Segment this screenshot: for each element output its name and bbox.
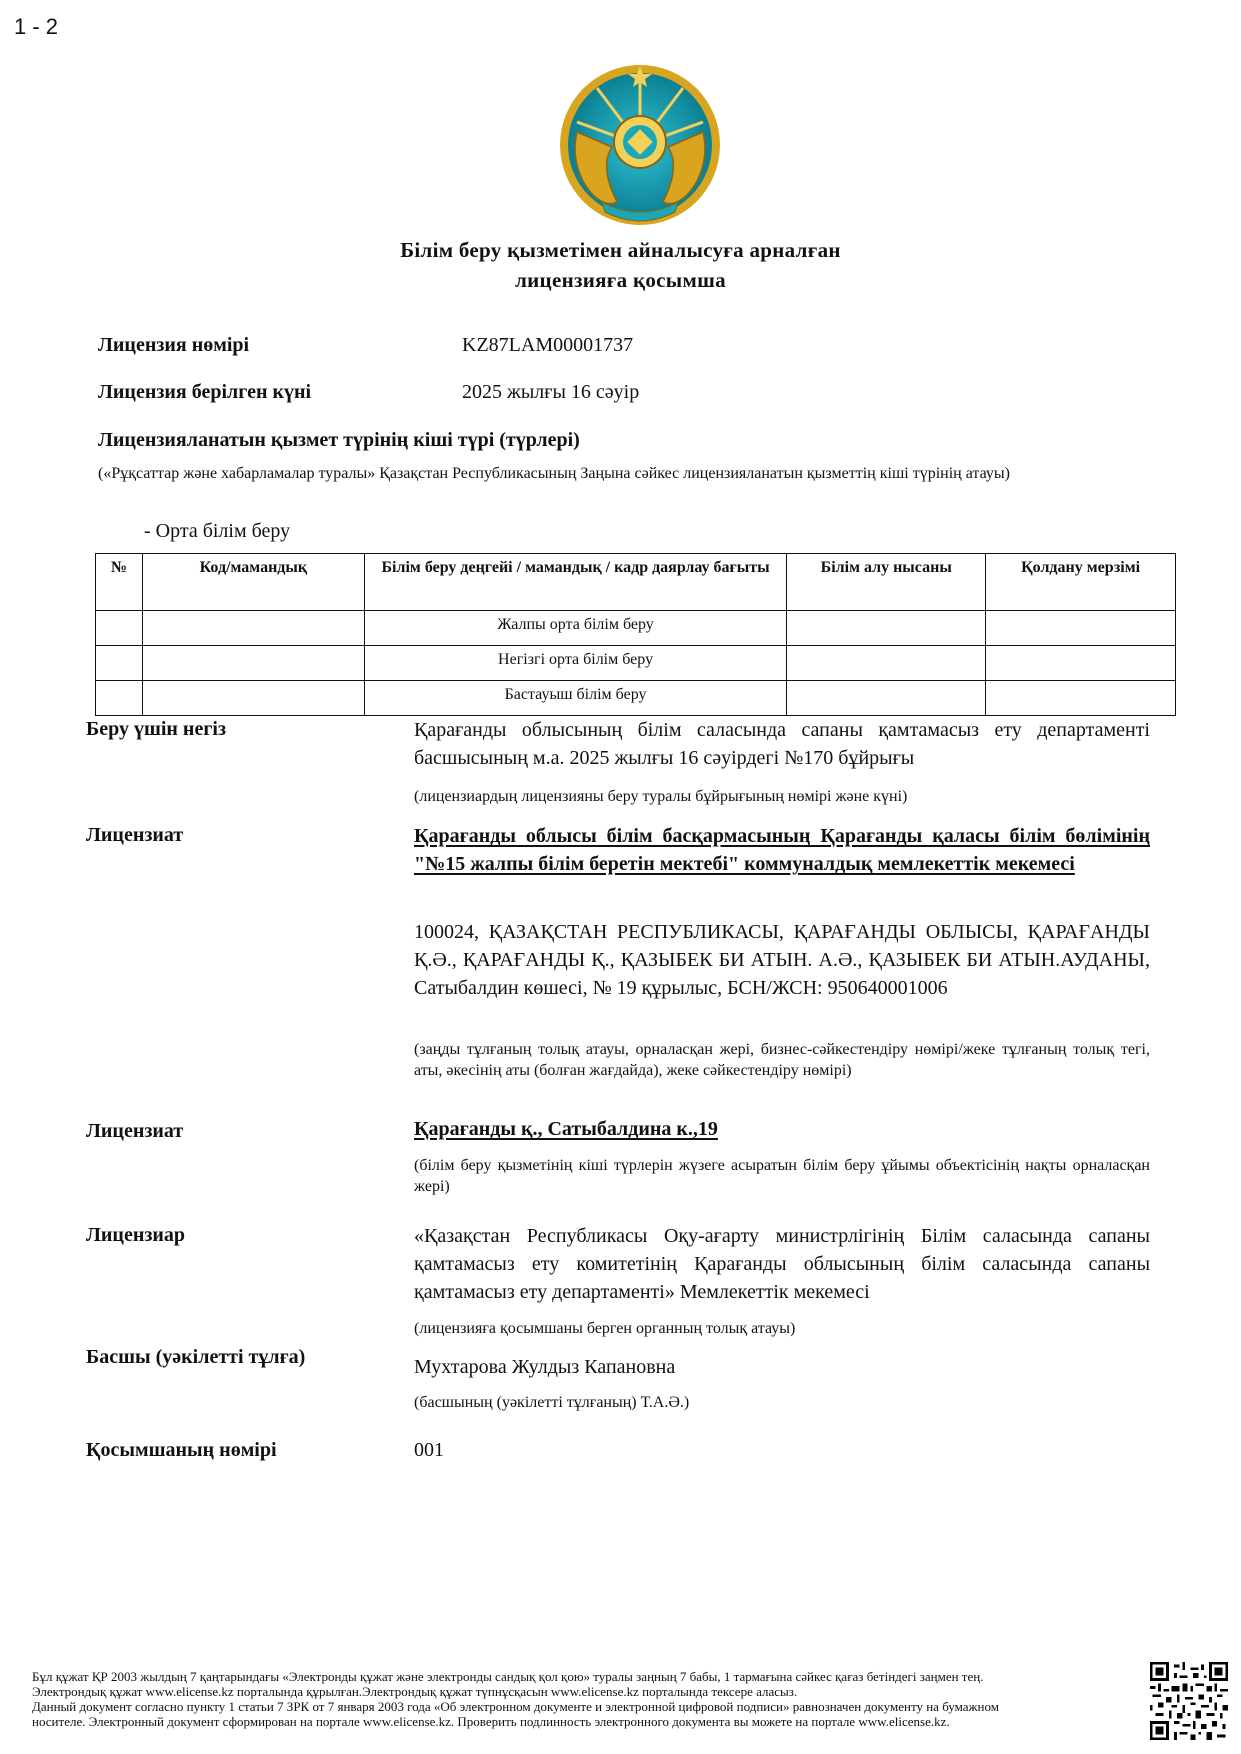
licensor-value: «Қазақстан Республикасы Оқу-ағарту министрлігінің Білім саласында сапаны қамтамасыз ету комитетінің Қарағанды облысының білім саласында сапаны қамтамасыз ету департаменті» Мемлекеттік мекемесі xyxy=(414,1225,1150,1303)
licensee-label: Лицензиат xyxy=(86,824,184,846)
licensee-name: Қарағанды облысы білім басқармасының Қарағанды қаласы білім бөлімінің "№15 жалпы білім беретін мектебі" коммуналдық мемлекеттік мекемесі xyxy=(414,825,1150,875)
footer-line: Бұл құжат ҚР 2003 жылдың 7 қаңтарындағы «Электронды құжат және электронды сандық қол қою» туралы заңның 7 бабы, 1 тармағына сәйкес қағаз бетіндегі заңмен тең. xyxy=(32,1669,984,1684)
table-cell xyxy=(96,646,143,681)
licensor-note: (лицензияға қосымшаны берген органның толық атауы) xyxy=(414,1320,796,1337)
footer-legal-text xyxy=(32,1669,1142,1729)
document-title-line1: Білім беру қызметімен айналысуға арналған xyxy=(400,238,841,262)
table-header-validity: Қолдану мерзімі xyxy=(986,554,1176,611)
table-header-row xyxy=(96,554,1176,611)
table-row xyxy=(96,611,1176,646)
license-number-label: Лицензия нөмірі xyxy=(98,334,250,356)
appendix-number-label: Қосымшаның нөмірі xyxy=(86,1439,277,1461)
table-cell xyxy=(142,646,364,681)
table-cell xyxy=(787,646,986,681)
head-value: Мухтарова Жулдыз Капановна xyxy=(414,1356,676,1378)
table-cell xyxy=(96,681,143,716)
education-table xyxy=(95,553,1176,716)
basis-value: Қарағанды облысының білім саласында сапаны қамтамасыз ету департаменті басшысының м.а. 2025 жылғы 16 сәуірдегі №170 бұйрығы xyxy=(414,719,1150,769)
head-label: Басшы (уәкілетті тұлға) xyxy=(86,1346,306,1368)
licensee-note: (заңды тұлғаның толық атауы, орналасқан жері, бизнес-сәйкестендіру нөмірі/жеке тұлғаның толық тегі, аты, әкесінің аты (болған жағдайда), жеке сәйкестендіру нөмірі) xyxy=(414,1041,1150,1079)
subtype-heading: Лицензияланатын қызмет түрінің кіші түрі (түрлері) xyxy=(98,429,580,451)
table-cell xyxy=(986,611,1176,646)
basis-note: (лицензиардың лицензияны беру туралы бұйрығының нөмірі және күні) xyxy=(414,788,908,805)
licensor-label: Лицензиар xyxy=(86,1224,186,1246)
table-cell: Негізгі орта білім беру xyxy=(364,646,787,681)
table-cell xyxy=(142,681,364,716)
table-cell: Бастауыш білім беру xyxy=(364,681,787,716)
table-cell xyxy=(96,611,143,646)
licensee-location-value: Қарағанды қ., Сатыбалдина к.,19 xyxy=(414,1118,718,1140)
subtype-note: («Рұқсаттар және хабарламалар туралы» Қазақстан Республикасының Заңына сәйкес лицензияланатын қызметтің кіші түрінің атауы) xyxy=(98,465,1010,482)
table-cell: Жалпы орта білім беру xyxy=(364,611,787,646)
license-date-label: Лицензия берілген күні xyxy=(98,381,312,403)
head-note: (басшының (уәкілетті тұлғаның) Т.А.Ә.) xyxy=(414,1394,690,1411)
basis-label: Беру үшін негіз xyxy=(86,718,226,740)
footer-line: Электрондық құжат www.elicense.kz порталында құрылған.Электрондық құжат түпнұсқасын www.elicense.kz порталында тексере аласыз. xyxy=(32,1684,798,1699)
subtype-item: - Орта білім беру xyxy=(144,520,291,542)
table-cell xyxy=(787,611,986,646)
page-number: 1 - 2 xyxy=(14,14,59,39)
licensee-location-label: Лицензиат xyxy=(86,1120,184,1142)
table-header-code: Код/мамандық xyxy=(142,554,364,611)
table-header-level: Білім беру деңгейі / мамандық / кадр даярлау бағыты xyxy=(364,554,787,611)
table-cell xyxy=(787,681,986,716)
footer-line: Данный документ согласно пункту 1 статьи 7 ЗРК от 7 января 2003 года «Об электронном документе и электронной цифровой подписи» равнозначен документу на бумажном xyxy=(32,1699,999,1714)
table-cell xyxy=(142,611,364,646)
licensee-location-note: (білім беру қызметінің кіші түрлерін жүзеге асыратын білім беру ұйымы объектісінің нақты орналасқан жері) xyxy=(414,1157,1150,1195)
license-number-value: KZ87LAM00001737 xyxy=(462,334,634,356)
table-header-number: № xyxy=(96,554,143,611)
state-emblem-icon xyxy=(557,62,723,228)
footer-line: носителе. Электронный документ сформирован на портале www.elicense.kz. Проверить подлинность электронного документа вы можете на портале www.elicense.kz. xyxy=(32,1714,950,1729)
table-header-form: Білім алу нысаны xyxy=(787,554,986,611)
appendix-number-value: 001 xyxy=(414,1439,444,1461)
qr-code-icon xyxy=(1150,1662,1228,1740)
table-cell xyxy=(986,646,1176,681)
table-row xyxy=(96,681,1176,716)
licensee-address: 100024, ҚАЗАҚСТАН РЕСПУБЛИКАСЫ, ҚАРАҒАНДЫ ОБЛЫСЫ, ҚАРАҒАНДЫ Қ.Ә., ҚАРАҒАНДЫ Қ., ҚАЗЫБЕК БИ АТЫН. А.Ә., ҚАЗЫБЕК БИ АТЫН.АУДАНЫ, Сатыбалдин көшесі, № 19 құрылыс, БСН/ЖСН: 950640001006 xyxy=(414,921,1150,999)
document-title-line2: лицензияға қосымша xyxy=(515,268,726,292)
table-row xyxy=(96,646,1176,681)
table-cell xyxy=(986,681,1176,716)
license-date-value: 2025 жылғы 16 сәуір xyxy=(462,381,640,403)
